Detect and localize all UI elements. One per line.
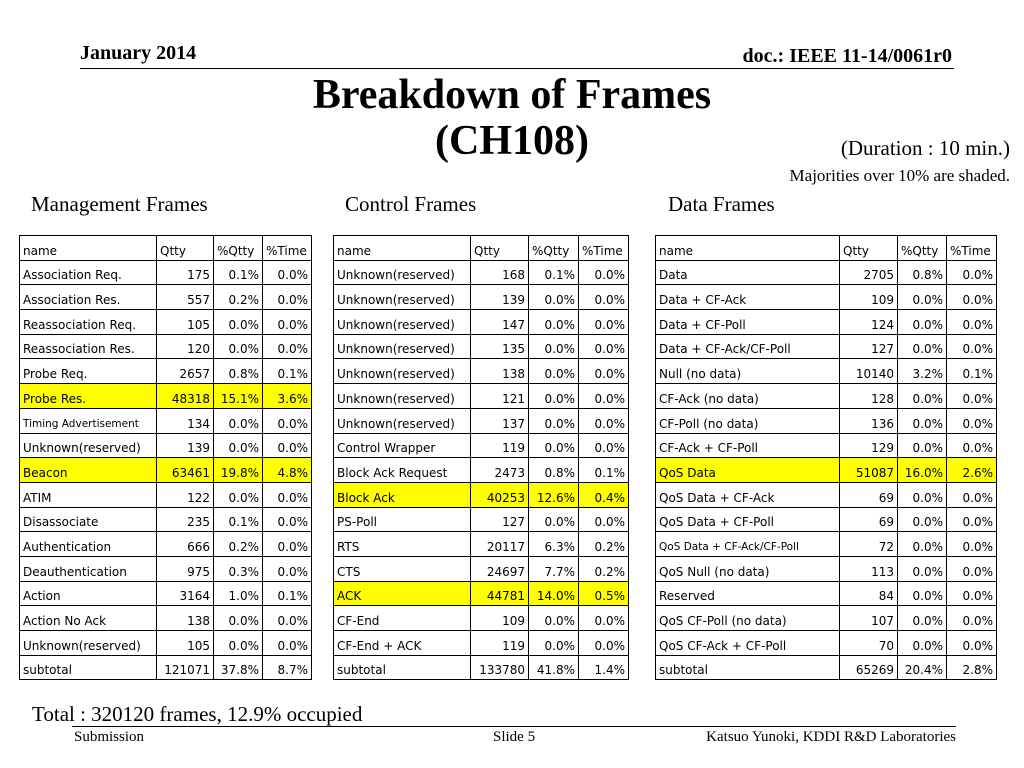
table-row xyxy=(334,334,629,359)
cell-qtty: 121 xyxy=(471,384,529,409)
cell-name: ATIM xyxy=(20,482,157,507)
cell-pct-time: 0.1% xyxy=(263,581,312,606)
cell-pct-qtty: 15.1% xyxy=(214,384,263,409)
cell-pct-qtty: 0.0% xyxy=(529,507,579,532)
cell-name: Block Ack Request xyxy=(334,458,471,483)
table-row xyxy=(20,581,312,606)
cell-name: Action xyxy=(20,581,157,606)
cell-name: Block Ack xyxy=(334,482,471,507)
table-row xyxy=(656,384,997,409)
cell-qtty: 65269 xyxy=(840,655,898,680)
cell-qtty: 84 xyxy=(840,581,898,606)
footer-slide-number: Slide 5 xyxy=(493,729,536,745)
cell-qtty: 70 xyxy=(840,631,898,656)
cell-name: QoS Data + CF-Ack xyxy=(656,482,840,507)
cell-qtty: 147 xyxy=(471,310,529,335)
cell-pct-time: 0.0% xyxy=(947,285,997,310)
cell-pct-qtty: 0.0% xyxy=(529,384,579,409)
cell-name: Data + CF-Ack/CF-Poll xyxy=(656,334,840,359)
cell-pct-qtty: 41.8% xyxy=(529,655,579,680)
cell-qtty: 136 xyxy=(840,408,898,433)
cell-qtty: 129 xyxy=(840,433,898,458)
column-header: Qtty xyxy=(157,236,214,261)
cell-qtty: 2473 xyxy=(471,458,529,483)
cell-pct-time: 0.0% xyxy=(947,532,997,557)
cell-pct-time: 0.0% xyxy=(579,433,629,458)
column-header: %Qtty xyxy=(529,236,579,261)
table-header-row xyxy=(656,236,997,261)
header-doc-id: doc.: IEEE 11-14/0061r0 xyxy=(742,45,952,67)
cell-name: Probe Res. xyxy=(20,384,157,409)
cell-qtty: 124 xyxy=(840,310,898,335)
cell-pct-time: 0.0% xyxy=(263,408,312,433)
cell-pct-qtty: 0.0% xyxy=(898,384,947,409)
cell-name: Unknown(reserved) xyxy=(334,384,471,409)
cell-pct-time: 0.0% xyxy=(947,433,997,458)
cell-pct-qtty: 0.0% xyxy=(898,581,947,606)
cell-pct-time: 8.7% xyxy=(263,655,312,680)
cell-pct-time: 0.2% xyxy=(579,532,629,557)
table-row xyxy=(334,285,629,310)
cell-qtty: 44781 xyxy=(471,581,529,606)
column-header: name xyxy=(334,236,471,261)
cell-name: Reserved xyxy=(656,581,840,606)
table-row xyxy=(656,606,997,631)
footer-divider xyxy=(72,726,956,727)
cell-qtty: 20117 xyxy=(471,532,529,557)
table-row xyxy=(334,581,629,606)
cell-pct-qtty: 0.0% xyxy=(214,408,263,433)
cell-pct-time: 0.0% xyxy=(579,260,629,285)
cell-name: Unknown(reserved) xyxy=(334,285,471,310)
subtotal-row xyxy=(20,655,312,680)
management-frames-title: Management Frames xyxy=(31,192,208,216)
cell-pct-time: 0.0% xyxy=(263,556,312,581)
cell-pct-time: 0.4% xyxy=(579,482,629,507)
cell-qtty: 121071 xyxy=(157,655,214,680)
table-row xyxy=(656,334,997,359)
cell-name: Data xyxy=(656,260,840,285)
cell-pct-qtty: 0.0% xyxy=(529,359,579,384)
table-row xyxy=(656,260,997,285)
cell-name: Association Res. xyxy=(20,285,157,310)
cell-pct-qtty: 0.8% xyxy=(214,359,263,384)
table-row xyxy=(656,507,997,532)
table-row xyxy=(334,532,629,557)
cell-qtty: 134 xyxy=(157,408,214,433)
cell-qtty: 666 xyxy=(157,532,214,557)
cell-qtty: 168 xyxy=(471,260,529,285)
cell-pct-qtty: 6.3% xyxy=(529,532,579,557)
cell-name: Reassociation Req. xyxy=(20,310,157,335)
total-summary: Total : 320120 frames, 12.9% occupied xyxy=(32,702,363,726)
table-row xyxy=(20,631,312,656)
column-header: %Qtty xyxy=(214,236,263,261)
cell-pct-time: 0.2% xyxy=(579,556,629,581)
cell-pct-time: 0.0% xyxy=(579,606,629,631)
table-row xyxy=(656,581,997,606)
cell-name: QoS Data xyxy=(656,458,840,483)
cell-qtty: 119 xyxy=(471,631,529,656)
cell-pct-time: 0.1% xyxy=(579,458,629,483)
table-row xyxy=(656,310,997,335)
subtotal-row xyxy=(656,655,997,680)
management-frames-table xyxy=(19,235,312,680)
cell-pct-qtty: 0.0% xyxy=(529,334,579,359)
cell-pct-time: 0.0% xyxy=(947,310,997,335)
cell-name: Unknown(reserved) xyxy=(334,408,471,433)
cell-qtty: 139 xyxy=(157,433,214,458)
cell-qtty: 127 xyxy=(471,507,529,532)
cell-qtty: 235 xyxy=(157,507,214,532)
cell-pct-time: 0.0% xyxy=(947,556,997,581)
cell-pct-time: 0.0% xyxy=(947,606,997,631)
cell-pct-qtty: 0.0% xyxy=(898,507,947,532)
control-frames-title: Control Frames xyxy=(345,192,477,216)
cell-qtty: 113 xyxy=(840,556,898,581)
cell-name: subtotal xyxy=(656,655,840,680)
table-row xyxy=(20,310,312,335)
cell-pct-qtty: 14.0% xyxy=(529,581,579,606)
cell-pct-qtty: 0.0% xyxy=(214,334,263,359)
cell-name: Data + CF-Ack xyxy=(656,285,840,310)
cell-qtty: 24697 xyxy=(471,556,529,581)
cell-name: Deauthentication xyxy=(20,556,157,581)
cell-pct-time: 0.0% xyxy=(579,507,629,532)
cell-qtty: 557 xyxy=(157,285,214,310)
footer-submission: Submission xyxy=(74,729,145,745)
cell-pct-qtty: 0.3% xyxy=(214,556,263,581)
cell-qtty: 3164 xyxy=(157,581,214,606)
table-row xyxy=(656,556,997,581)
cell-pct-time: 0.1% xyxy=(263,359,312,384)
cell-pct-qtty: 37.8% xyxy=(214,655,263,680)
cell-name: Control Wrapper xyxy=(334,433,471,458)
cell-qtty: 135 xyxy=(471,334,529,359)
cell-pct-time: 0.0% xyxy=(947,408,997,433)
cell-pct-qtty: 16.0% xyxy=(898,458,947,483)
cell-name: Action No Ack xyxy=(20,606,157,631)
cell-pct-time: 4.8% xyxy=(263,458,312,483)
cell-pct-time: 0.0% xyxy=(579,631,629,656)
cell-pct-time: 0.0% xyxy=(579,310,629,335)
cell-pct-qtty: 0.2% xyxy=(214,532,263,557)
cell-name: subtotal xyxy=(20,655,157,680)
table-row xyxy=(656,285,997,310)
table-row xyxy=(334,631,629,656)
slide-title-line2: (CH108) xyxy=(435,118,589,164)
table-row xyxy=(20,384,312,409)
cell-name: CF-Ack + CF-Poll xyxy=(656,433,840,458)
cell-pct-time: 0.5% xyxy=(579,581,629,606)
cell-qtty: 63461 xyxy=(157,458,214,483)
table-row xyxy=(334,507,629,532)
table-row xyxy=(20,359,312,384)
column-header: Qtty xyxy=(840,236,898,261)
cell-name: QoS Data + CF-Ack/CF-Poll xyxy=(656,532,840,557)
cell-name: Unknown(reserved) xyxy=(334,334,471,359)
cell-pct-time: 0.0% xyxy=(947,334,997,359)
data-frames-title: Data Frames xyxy=(668,192,775,216)
cell-pct-qtty: 0.0% xyxy=(214,482,263,507)
cell-pct-qtty: 0.0% xyxy=(898,310,947,335)
cell-pct-qtty: 0.0% xyxy=(898,606,947,631)
cell-pct-qtty: 0.8% xyxy=(529,458,579,483)
table-row xyxy=(334,359,629,384)
cell-name: Unknown(reserved) xyxy=(334,359,471,384)
table-row xyxy=(334,482,629,507)
table-row xyxy=(334,260,629,285)
table-row xyxy=(20,334,312,359)
cell-name: Probe Req. xyxy=(20,359,157,384)
table-row xyxy=(20,260,312,285)
table-row xyxy=(656,458,997,483)
cell-name: QoS Null (no data) xyxy=(656,556,840,581)
table-row xyxy=(334,384,629,409)
cell-name: QoS Data + CF-Poll xyxy=(656,507,840,532)
table-row xyxy=(20,606,312,631)
cell-qtty: 2705 xyxy=(840,260,898,285)
cell-pct-qtty: 12.6% xyxy=(529,482,579,507)
cell-name: Disassociate xyxy=(20,507,157,532)
cell-pct-qtty: 0.0% xyxy=(898,285,947,310)
cell-name: Unknown(reserved) xyxy=(20,433,157,458)
table-row xyxy=(656,359,997,384)
cell-pct-qtty: 0.8% xyxy=(898,260,947,285)
cell-pct-qtty: 0.0% xyxy=(898,433,947,458)
cell-qtty: 107 xyxy=(840,606,898,631)
table-row xyxy=(20,458,312,483)
cell-pct-time: 3.6% xyxy=(263,384,312,409)
subtotal-row xyxy=(334,655,629,680)
cell-name: Reassociation Res. xyxy=(20,334,157,359)
cell-pct-qtty: 3.2% xyxy=(898,359,947,384)
table-row xyxy=(334,606,629,631)
cell-pct-qtty: 0.0% xyxy=(214,433,263,458)
cell-pct-qtty: 0.0% xyxy=(529,285,579,310)
cell-name: Association Req. xyxy=(20,260,157,285)
cell-pct-time: 0.0% xyxy=(263,285,312,310)
column-header: name xyxy=(20,236,157,261)
cell-qtty: 137 xyxy=(471,408,529,433)
cell-pct-qtty: 0.0% xyxy=(214,631,263,656)
control-frames-table xyxy=(333,235,629,680)
column-header: %Time xyxy=(579,236,629,261)
cell-qtty: 128 xyxy=(840,384,898,409)
cell-pct-qtty: 20.4% xyxy=(898,655,947,680)
cell-pct-qtty: 0.0% xyxy=(214,310,263,335)
cell-name: RTS xyxy=(334,532,471,557)
cell-name: CF-End + ACK xyxy=(334,631,471,656)
cell-pct-qtty: 0.2% xyxy=(214,285,263,310)
column-header: %Time xyxy=(263,236,312,261)
table-header-row xyxy=(20,236,312,261)
cell-pct-time: 0.0% xyxy=(263,433,312,458)
cell-pct-time: 0.0% xyxy=(947,581,997,606)
header-divider xyxy=(80,68,954,69)
cell-pct-time: 2.6% xyxy=(947,458,997,483)
cell-pct-time: 2.8% xyxy=(947,655,997,680)
cell-qtty: 105 xyxy=(157,310,214,335)
header-date: January 2014 xyxy=(80,42,197,64)
cell-qtty: 138 xyxy=(471,359,529,384)
cell-qtty: 105 xyxy=(157,631,214,656)
table-row xyxy=(334,556,629,581)
cell-name: Unknown(reserved) xyxy=(20,631,157,656)
cell-pct-time: 0.0% xyxy=(947,482,997,507)
table-row xyxy=(334,408,629,433)
cell-name: QoS CF-Poll (no data) xyxy=(656,606,840,631)
cell-qtty: 48318 xyxy=(157,384,214,409)
cell-pct-qtty: 0.0% xyxy=(529,408,579,433)
cell-pct-qtty: 1.0% xyxy=(214,581,263,606)
shading-note: Majorities over 10% are shaded. xyxy=(789,166,1010,185)
cell-qtty: 133780 xyxy=(471,655,529,680)
table-row xyxy=(20,408,312,433)
cell-pct-time: 0.0% xyxy=(263,507,312,532)
cell-qtty: 2657 xyxy=(157,359,214,384)
cell-pct-time: 0.0% xyxy=(947,260,997,285)
table-row xyxy=(334,458,629,483)
table-row xyxy=(20,532,312,557)
cell-pct-time: 0.0% xyxy=(263,482,312,507)
cell-name: Authentication xyxy=(20,532,157,557)
cell-pct-time: 0.0% xyxy=(263,260,312,285)
cell-name: Data + CF-Poll xyxy=(656,310,840,335)
cell-pct-time: 0.0% xyxy=(263,334,312,359)
cell-pct-time: 0.0% xyxy=(947,507,997,532)
cell-qtty: 139 xyxy=(471,285,529,310)
cell-pct-time: 0.0% xyxy=(263,606,312,631)
table-row xyxy=(656,532,997,557)
cell-pct-time: 0.1% xyxy=(947,359,997,384)
cell-name: PS-Poll xyxy=(334,507,471,532)
cell-pct-qtty: 0.1% xyxy=(214,507,263,532)
cell-pct-time: 0.0% xyxy=(947,631,997,656)
cell-qtty: 69 xyxy=(840,482,898,507)
cell-qtty: 127 xyxy=(840,334,898,359)
cell-qtty: 175 xyxy=(157,260,214,285)
cell-qtty: 72 xyxy=(840,532,898,557)
cell-name: Unknown(reserved) xyxy=(334,260,471,285)
cell-qtty: 109 xyxy=(840,285,898,310)
table-row xyxy=(656,433,997,458)
cell-pct-qtty: 0.0% xyxy=(529,606,579,631)
cell-qtty: 119 xyxy=(471,433,529,458)
cell-pct-qtty: 0.1% xyxy=(529,260,579,285)
column-header: Qtty xyxy=(471,236,529,261)
cell-name: Timing Advertisement xyxy=(20,408,157,433)
table-row xyxy=(656,408,997,433)
cell-pct-qtty: 0.0% xyxy=(529,433,579,458)
cell-qtty: 40253 xyxy=(471,482,529,507)
cell-pct-qtty: 0.0% xyxy=(898,482,947,507)
column-header: %Time xyxy=(947,236,997,261)
cell-pct-time: 0.0% xyxy=(579,285,629,310)
cell-qtty: 120 xyxy=(157,334,214,359)
cell-pct-time: 0.0% xyxy=(579,359,629,384)
cell-name: Unknown(reserved) xyxy=(334,310,471,335)
cell-name: QoS CF-Ack + CF-Poll xyxy=(656,631,840,656)
table-row xyxy=(20,433,312,458)
cell-pct-qtty: 19.8% xyxy=(214,458,263,483)
footer-author: Katsuo Yunoki, KDDI R&D Laboratories xyxy=(706,729,956,745)
duration-note: (Duration : 10 min.) xyxy=(840,136,1010,160)
cell-pct-time: 0.0% xyxy=(579,384,629,409)
table-row xyxy=(20,482,312,507)
slide-title-line1: Breakdown of Frames xyxy=(312,72,712,118)
cell-name: CF-End xyxy=(334,606,471,631)
table-row xyxy=(656,482,997,507)
cell-qtty: 109 xyxy=(471,606,529,631)
cell-pct-time: 0.0% xyxy=(579,334,629,359)
cell-name: ACK xyxy=(334,581,471,606)
cell-pct-qtty: 0.0% xyxy=(529,310,579,335)
table-header-row xyxy=(334,236,629,261)
table-row xyxy=(334,310,629,335)
cell-qtty: 122 xyxy=(157,482,214,507)
cell-pct-qtty: 0.0% xyxy=(898,532,947,557)
cell-pct-qtty: 0.0% xyxy=(214,606,263,631)
cell-name: CTS xyxy=(334,556,471,581)
column-header: %Qtty xyxy=(898,236,947,261)
cell-qtty: 69 xyxy=(840,507,898,532)
table-row xyxy=(20,285,312,310)
cell-pct-qtty: 0.0% xyxy=(898,556,947,581)
table-row xyxy=(20,556,312,581)
cell-name: Null (no data) xyxy=(656,359,840,384)
cell-pct-time: 0.0% xyxy=(263,631,312,656)
cell-qtty: 138 xyxy=(157,606,214,631)
cell-pct-time: 0.0% xyxy=(947,384,997,409)
cell-pct-qtty: 0.0% xyxy=(898,631,947,656)
cell-pct-time: 0.0% xyxy=(263,532,312,557)
table-row xyxy=(334,433,629,458)
cell-pct-time: 0.0% xyxy=(579,408,629,433)
cell-name: subtotal xyxy=(334,655,471,680)
cell-name: Beacon xyxy=(20,458,157,483)
cell-pct-qtty: 0.1% xyxy=(214,260,263,285)
data-frames-table xyxy=(655,235,997,680)
cell-qtty: 975 xyxy=(157,556,214,581)
cell-pct-qtty: 7.7% xyxy=(529,556,579,581)
cell-pct-qtty: 0.0% xyxy=(898,408,947,433)
cell-name: CF-Poll (no data) xyxy=(656,408,840,433)
table-row xyxy=(20,507,312,532)
column-header: name xyxy=(656,236,840,261)
cell-qtty: 51087 xyxy=(840,458,898,483)
cell-pct-time: 0.0% xyxy=(263,310,312,335)
cell-qtty: 10140 xyxy=(840,359,898,384)
cell-pct-qtty: 0.0% xyxy=(898,334,947,359)
cell-name: CF-Ack (no data) xyxy=(656,384,840,409)
cell-pct-time: 1.4% xyxy=(579,655,629,680)
cell-pct-qtty: 0.0% xyxy=(529,631,579,656)
table-row xyxy=(656,631,997,656)
